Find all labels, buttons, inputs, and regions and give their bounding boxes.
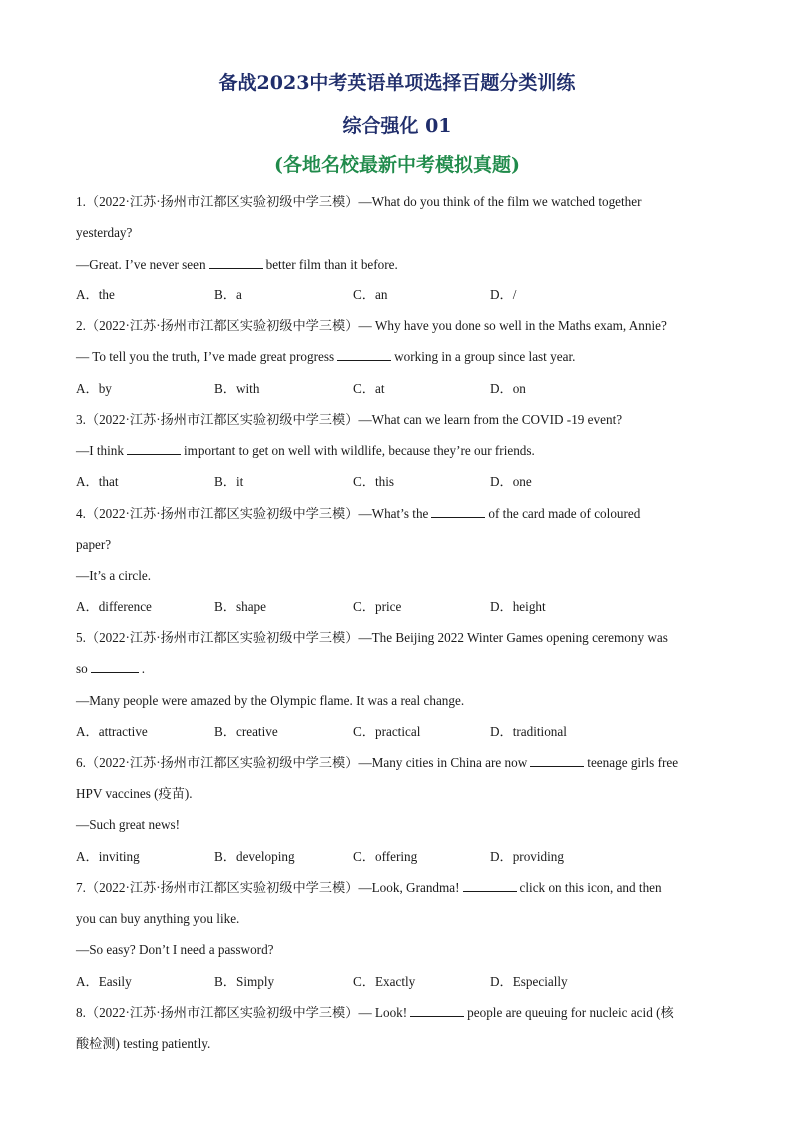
question-3-stem xyxy=(76,411,736,429)
question-source: （2022·江苏·扬州市江都区实验初级中学三模） xyxy=(85,630,359,645)
option-b: B．a xyxy=(214,287,242,302)
question-2-stem xyxy=(76,317,736,335)
question-8-stem: 8.（2022·江苏·扬州市江都区实验初级中学三模）— Look! people are queuing for nucleic acid (核 xyxy=(76,1005,674,1020)
question-8-stem-cont: 酸检测) testing patiently. xyxy=(76,1036,211,1051)
question-source: （2022·江苏·扬州市江都区实验初级中学三模） xyxy=(85,880,359,895)
question-4-stem-cont: paper? xyxy=(76,537,112,552)
answer-blank xyxy=(91,660,139,673)
question-source: （2022·江苏·扬州市江都区实验初级中学三模） xyxy=(85,194,359,209)
option-c: C．an xyxy=(353,287,388,302)
option-b: B．it xyxy=(214,474,244,489)
question-source: （2022·江苏·扬州市江都区实验初级中学三模） xyxy=(85,412,359,427)
option-a: A．difference xyxy=(76,599,152,614)
question-number: 5. xyxy=(76,630,86,645)
question-text: —What can we learn from the COVID -19 event? xyxy=(358,412,623,427)
question-1-stem xyxy=(76,193,736,211)
option-b: B．shape xyxy=(214,599,267,614)
option-d: D．/ xyxy=(490,287,517,302)
question-2-reply: — To tell you the truth, I’ve made great progress working in a group since last year. xyxy=(76,349,576,364)
question-7-stem-cont: you can buy anything you like. xyxy=(76,911,240,926)
answer-blank xyxy=(209,256,263,269)
question-7-stem: 7.（2022·江苏·扬州市江都区实验初级中学三模）—Look, Grandma! click on this icon, and then xyxy=(76,880,662,895)
answer-blank xyxy=(127,442,181,455)
option-c: C．offering xyxy=(353,849,418,864)
option-b: B．with xyxy=(214,381,260,396)
option-a: A．by xyxy=(76,381,112,396)
document-title: 备战2023中考英语单项选择百题分类训练 xyxy=(218,72,576,94)
option-b: B．creative xyxy=(214,724,278,739)
option-a: A．Easily xyxy=(76,974,132,989)
question-source: （2022·江苏·扬州市江都区实验初级中学三模） xyxy=(85,318,359,333)
answer-blank xyxy=(530,754,584,767)
question-source: （2022·江苏·扬州市江都区实验初级中学三模） xyxy=(85,1005,359,1020)
option-a: A．that xyxy=(76,474,119,489)
question-4-reply: —It’s a circle. xyxy=(76,568,152,583)
question-6-stem: 6.（2022·江苏·扬州市江都区实验初级中学三模）—Many cities in China are now teenage girls free xyxy=(76,755,679,770)
question-text: —What do you think of the film we watched together xyxy=(358,194,642,209)
question-6-reply: —Such great news! xyxy=(76,817,181,832)
document-source-note: (各地名校最新中考模拟真题) xyxy=(274,154,520,176)
option-c: C．at xyxy=(353,381,385,396)
question-5-stem-cont: so . xyxy=(76,661,146,676)
question-3-reply: —I think important to get on well with wildlife, because they’re our friends. xyxy=(76,443,535,458)
document-subtitle: 综合强化 01 xyxy=(342,115,452,137)
question-source: （2022·江苏·扬州市江都区实验初级中学三模） xyxy=(85,506,359,521)
question-number: 6. xyxy=(76,755,86,770)
question-4-stem: 4.（2022·江苏·扬州市江都区实验初级中学三模）—What’s the of the card made of coloured xyxy=(76,506,641,521)
question-text: — Why have you done so well in the Maths exam, Annie? xyxy=(358,318,667,333)
option-d: D．traditional xyxy=(490,724,567,739)
option-b: B．Simply xyxy=(214,974,275,989)
option-a: A．the xyxy=(76,287,115,302)
question-text: yesterday? xyxy=(76,225,133,240)
question-5-reply: —Many people were amazed by the Olympic flame. It was a real change. xyxy=(76,693,465,708)
option-d: D．on xyxy=(490,381,526,396)
option-d: D．one xyxy=(490,474,532,489)
option-d: D．height xyxy=(490,599,546,614)
option-c: C．Exactly xyxy=(353,974,416,989)
option-c: C．practical xyxy=(353,724,421,739)
question-number: 3. xyxy=(76,412,86,427)
option-c: C．this xyxy=(353,474,395,489)
question-number: 4. xyxy=(76,506,86,521)
question-number: 8. xyxy=(76,1005,86,1020)
question-7-reply: —So easy? Don’t I need a password? xyxy=(76,942,274,957)
question-source: （2022·江苏·扬州市江都区实验初级中学三模） xyxy=(85,755,359,770)
answer-blank xyxy=(463,879,517,892)
question-6-stem-cont: HPV vaccines (疫苗). xyxy=(76,786,193,801)
answer-blank xyxy=(431,505,485,518)
answer-blank xyxy=(337,348,391,361)
answer-blank xyxy=(410,1004,464,1017)
question-5-stem: 5.（2022·江苏·扬州市江都区实验初级中学三模）—The Beijing 2022 Winter Games opening ceremony was xyxy=(76,630,668,645)
question-1-reply: —Great. I’ve never seen better film than it before. xyxy=(76,257,398,272)
option-d: D．providing xyxy=(490,849,564,864)
question-1-stem-cont xyxy=(76,224,736,242)
option-d: D．Especially xyxy=(490,974,568,989)
option-a: A．attractive xyxy=(76,724,148,739)
option-b: B．developing xyxy=(214,849,295,864)
question-number: 2. xyxy=(76,318,86,333)
question-number: 7. xyxy=(76,880,86,895)
option-c: C．price xyxy=(353,599,402,614)
question-number: 1. xyxy=(76,194,86,209)
option-a: A．inviting xyxy=(76,849,140,864)
